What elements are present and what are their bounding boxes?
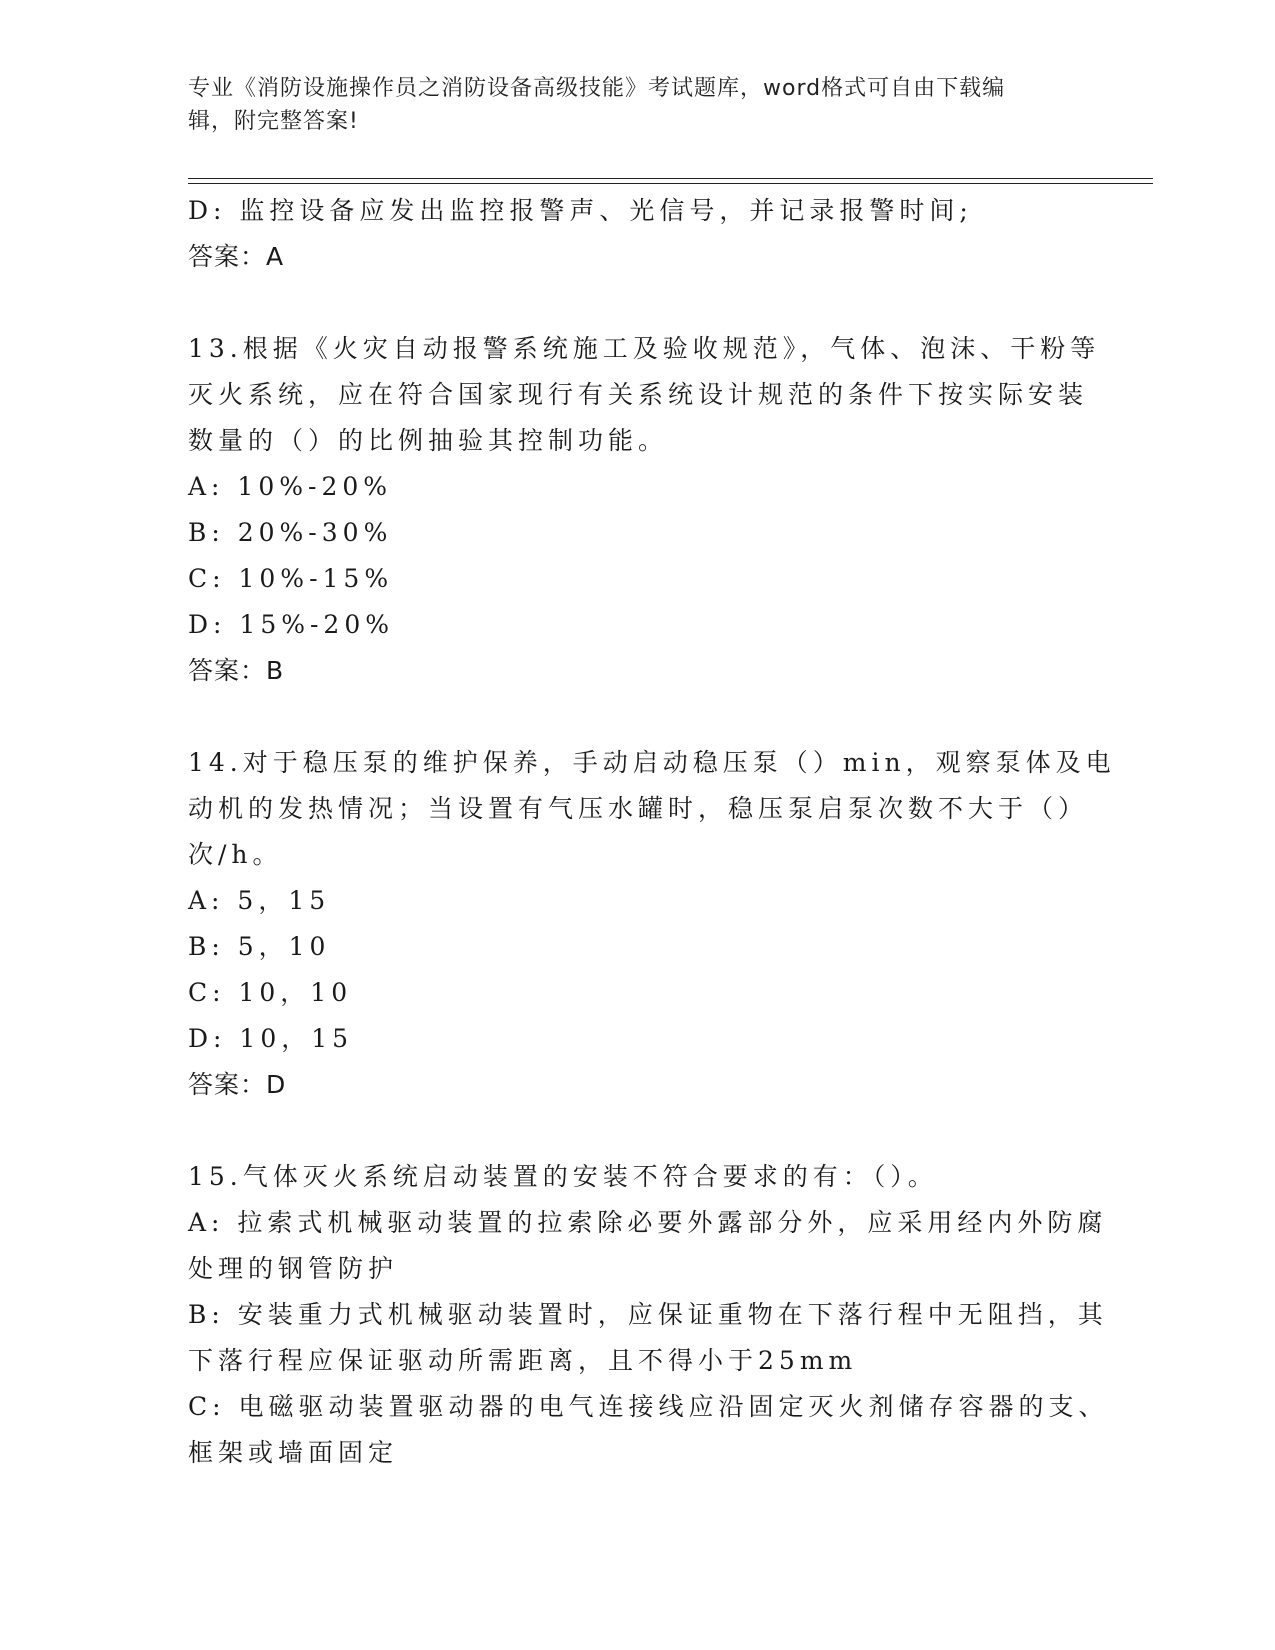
spacer: [188, 1108, 1088, 1154]
option-c: C: 电磁驱动装置驱动器的电气连接线应沿固定灭火剂储存容器的支、: [188, 1392, 1109, 1421]
question-content: [188, 188, 1116, 1476]
header-line-1: 专业《消防设施操作员之消防设备高级技能》考试题库，word格式可自由下载编: [188, 76, 1006, 101]
option-b: B: 安装重力式机械驱动装置时，应保证重物在下落行程中无阻挡，其: [188, 1300, 1108, 1329]
option-d: D: 10，15: [188, 1024, 354, 1053]
question-15: [188, 1154, 1109, 1476]
question-stem-line: 次/h。: [188, 840, 283, 869]
option-a: A: 5，15: [188, 886, 331, 915]
question-stem-line: 动机的发热情况；当设置有气压水罐时，稳压泵启泵次数不大于（）: [188, 794, 1089, 823]
option-c: C: 10%-15%: [188, 564, 394, 593]
option-d: D: 15%-20%: [188, 610, 394, 639]
answer-line: 答案：D: [188, 1070, 287, 1099]
option-c: C: 10，10: [188, 978, 353, 1007]
question-14: [188, 740, 1116, 1108]
question-stem-line: 15.气体灭火系统启动装置的安装不符合要求的有：（）。: [188, 1162, 938, 1191]
header-divider-top: [188, 178, 1153, 179]
question-stem-line: 灭火系统，应在符合国家现行有关系统设计规范的条件下按实际安装: [188, 380, 1089, 409]
header-divider-bottom: [188, 183, 1153, 184]
answer-line: 答案：B: [188, 656, 285, 685]
question-stem-line: 13.根据《火灾自动报警系统施工及验收规范》，气体、泡沫、干粉等: [188, 334, 1101, 363]
question-13: [188, 326, 1101, 694]
spacer: [188, 280, 1088, 326]
option-a: A: 拉索式机械驱动装置的拉索除必要外露部分外，应采用经内外防腐: [188, 1208, 1108, 1237]
fragment-answer: 答案：A: [188, 242, 285, 271]
option-b: B: 20%-30%: [188, 518, 393, 547]
question-stem-line: 数量的（）的比例抽验其控制功能。: [188, 426, 669, 455]
option-b-continued: 下落行程应保证驱动所需距离，且不得小于25mm: [188, 1346, 858, 1375]
option-a-continued: 处理的钢管防护: [188, 1254, 399, 1283]
document-header: [188, 72, 1068, 138]
option-b: B: 5，10: [188, 932, 331, 961]
header-line-2: 辑，附完整答案!: [188, 109, 359, 134]
spacer: [188, 694, 1088, 740]
question-stem-line: 14.对于稳压泵的维护保养，手动启动稳压泵（）min，观察泵体及电: [188, 748, 1116, 777]
option-a: A: 10%-20%: [188, 472, 393, 501]
fragment-option-d: D: 监控设备应发出监控报警声、光信号，并记录报警时间;: [188, 196, 973, 225]
option-c-continued: 框架或墙面固定: [188, 1438, 399, 1467]
